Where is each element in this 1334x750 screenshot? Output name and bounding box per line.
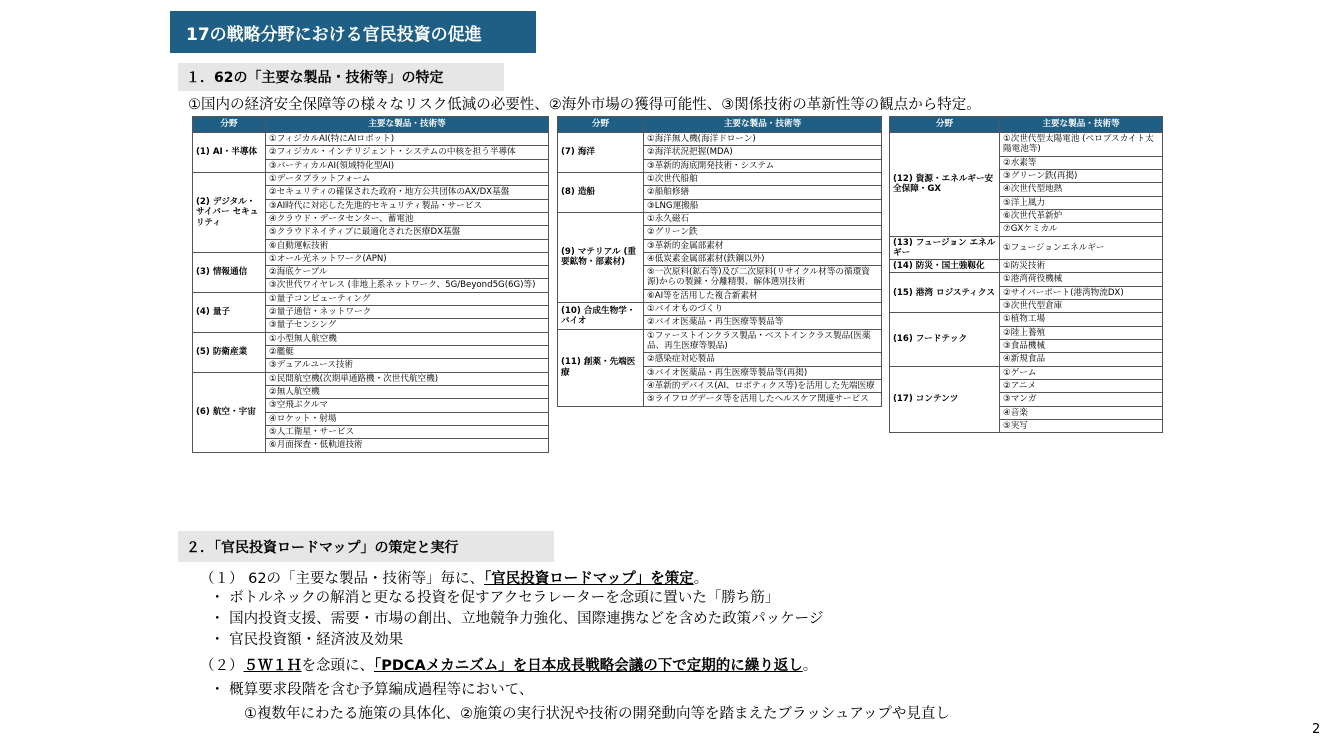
field-cell: (2) デジタル・サイバー セキュリティ (193, 172, 266, 252)
roadmap-line (200, 567, 708, 588)
product-cell: ②フィジカル・インテリジェント・システムの中核を担う半導体 (266, 146, 549, 159)
table-header-field: 分野 (890, 117, 1000, 133)
product-cell: ③革新的金属部素材 (644, 239, 882, 252)
product-cell: ①バイオものづくり (644, 303, 882, 316)
roadmap-line-suffix: 。 (693, 571, 709, 587)
product-cell: ①次世代船舶 (644, 172, 882, 185)
product-cell: ⑥AI等を活用した複合新素材 (644, 289, 882, 302)
product-cell: ②感染症対応製品 (644, 353, 882, 366)
product-cell: ②艦艇 (266, 346, 549, 359)
product-cell: ①港湾荷役機械 (1000, 273, 1163, 286)
product-cell: ③次世代ワイヤレス (非地上系ネットワーク、5G/Beyond5G(6G)等) (266, 279, 549, 292)
product-cell: ④音楽 (1000, 406, 1163, 419)
field-cell: (16) フードテック (890, 313, 1000, 366)
product-cell: ①次世代型太陽電池 (ペロブスカイト太陽電池等) (1000, 133, 1163, 157)
product-cell: ②アニメ (1000, 379, 1163, 392)
field-cell: (17) コンテンツ (890, 366, 1000, 433)
product-cell: ③LNG運搬船 (644, 199, 882, 212)
table-header-products: 主要な製品・技術等 (1000, 117, 1163, 133)
product-cell: ③次世代型倉庫 (1000, 300, 1163, 313)
product-cell: ①植物工場 (1000, 313, 1163, 326)
field-cell: (4) 量子 (193, 292, 266, 332)
product-cell: ⑥自動運転技術 (266, 239, 549, 252)
product-cell: ④低炭素金属部素材(鉄鋼以外) (644, 252, 882, 265)
product-cell: ③グリーン鉄(再掲) (1000, 169, 1163, 182)
roadmap-line-prefix: （１） 62の「主要な製品・技術等」毎に、 (200, 571, 485, 587)
product-cell: ③バーティカルAI(領域特化型AI) (266, 159, 549, 172)
product-cell: ⑥月面探査・低軌道技術 (266, 439, 549, 452)
pdca-line-bold: ５Ｗ１Ｈ (243, 658, 302, 674)
field-cell: (7) 海洋 (558, 133, 644, 173)
table-row (193, 372, 549, 385)
bullet-item: ・ 官民投資額・経済波及効果 (210, 632, 404, 648)
product-cell: ⑤一次原料(鉱石等)及び二次原料(リサイクル材等の循環資源)からの製錬・分離精製、解体選別技術 (644, 266, 882, 290)
product-cell: ②量子通信・ネットワーク (266, 306, 549, 319)
product-cell: ③バイオ医薬品・再生医療等製品等(再掲) (644, 366, 882, 379)
product-cell: ①データプラットフォーム (266, 172, 549, 185)
product-cell: ③量子センシング (266, 319, 549, 332)
product-cell: ③食品機械 (1000, 340, 1163, 353)
table-row (193, 332, 549, 345)
products-table-3 (889, 116, 1163, 433)
field-cell: (14) 防災・国土強靱化 (890, 260, 1000, 273)
product-cell: ⑤ライフログデータ等を活用したヘルスケア関連サービス (644, 393, 882, 406)
table-row (890, 260, 1163, 273)
field-cell: (8) 造船 (558, 172, 644, 212)
table-row (558, 212, 882, 225)
table-row (193, 292, 549, 305)
pdca-line (200, 654, 817, 675)
table-row (558, 329, 882, 353)
product-cell: ②海洋状況把握(MDA) (644, 146, 882, 159)
product-cell: ①ゲーム (1000, 366, 1163, 379)
table-header-products: 主要な製品・技術等 (266, 117, 549, 133)
product-cell: ③AI時代に対応した先進的セキュリティ製品・サービス (266, 199, 549, 212)
product-cell: ④クラウド・データセンター、蓄電池 (266, 212, 549, 225)
product-cell: ①オール光ネットワーク(APN) (266, 252, 549, 265)
product-cell: ①フュージョンエネルギー (1000, 236, 1163, 260)
bullet-text: ボトルネックの解消と更なる投資を促すアクセラレーターを念頭に置いた「勝ち筋」 (229, 590, 780, 606)
product-cell: ②セキュリティの確保された政府・地方公共団体のAX/DX基盤 (266, 186, 549, 199)
roadmap-line-emphasis: 「官民投資ロードマップ」を策定 (484, 571, 694, 587)
table-row (890, 366, 1163, 379)
product-cell: ②海底ケーブル (266, 266, 549, 279)
table-row (558, 303, 882, 316)
product-cell: ⑤クラウドネイティブに最適化された医療DX基盤 (266, 226, 549, 239)
product-cell: ②サイバーポート(港湾物流DX) (1000, 286, 1163, 299)
field-cell: (12) 資源・エネルギー安全保障・GX (890, 133, 1000, 237)
table-row (193, 172, 549, 185)
product-cell: ④新規食品 (1000, 353, 1163, 366)
field-cell: (5) 防衛産業 (193, 332, 266, 372)
table-row (890, 133, 1163, 157)
table-row (558, 133, 882, 146)
table-row (890, 313, 1163, 326)
product-cell: ⑤洋上風力 (1000, 196, 1163, 209)
bullet-item: ・ ボトルネックの解消と更なる投資を促すアクセラレーターを念頭に置いた「勝ち筋」 (210, 590, 780, 606)
table-header-field: 分野 (193, 117, 266, 133)
product-cell: ②陸上養殖 (1000, 326, 1163, 339)
field-cell: (10) 合成生物学・バイオ (558, 303, 644, 330)
field-cell: (13) フュージョン エネルギー (890, 236, 1000, 260)
bullet-item: ・ 国内投資支援、需要・市場の創出、立地競争力強化、国際連携などを含めた政策パッケージ (210, 611, 824, 627)
field-cell: (6) 航空・宇宙 (193, 372, 266, 452)
pdca-line-prefix: （２） (200, 658, 244, 674)
product-cell: ④ロケット・射場 (266, 412, 549, 425)
product-cell: ②グリーン鉄 (644, 226, 882, 239)
product-cell: ⑤実写 (1000, 419, 1163, 432)
pdca-line-emphasis: 「PDCAメカニズム」を日本成長戦略会議の下で定期的に繰り返し (374, 658, 803, 674)
section2-heading: ２．「官民投資ロードマップ」の策定と実行 (178, 531, 554, 562)
product-cell: ①ファーストインクラス製品・ベストインクラス製品(医薬品、再生医療等製品) (644, 329, 882, 353)
product-cell: ⑦GXケミカル (1000, 223, 1163, 236)
product-cell: ②無人航空機 (266, 385, 549, 398)
product-cell: ④次世代型地熱 (1000, 183, 1163, 196)
product-cell: ③デュアルユース技術 (266, 359, 549, 372)
product-cell: ④革新的デバイス(AI、ロボティクス等)を活用した先端医療 (644, 379, 882, 392)
product-cell: ②船舶修繕 (644, 186, 882, 199)
bullet-text: 概算要求段階を含む予算編成過程等において、 (229, 682, 534, 698)
product-cell: ③空飛ぶクルマ (266, 399, 549, 412)
bullet-item: ・ 概算要求段階を含む予算編成過程等において、 (210, 682, 534, 698)
product-cell: ①防災技術 (1000, 260, 1163, 273)
product-cell: ①民間航空機(次期単通路機・次世代航空機) (266, 372, 549, 385)
product-cell: ①海洋無人機(海洋ドローン) (644, 133, 882, 146)
table-row (193, 133, 549, 146)
product-cell: ②バイオ医薬品・再生医療等製品等 (644, 316, 882, 329)
product-cell: ②水素等 (1000, 156, 1163, 169)
field-cell: (9) マテリアル (重要鉱物・部素材) (558, 212, 644, 302)
table-row (193, 252, 549, 265)
page-title: 17の戦略分野における官民投資の促進 (170, 11, 536, 53)
bullet-text: 官民投資額・経済波及効果 (229, 632, 404, 648)
product-cell: ①量子コンピューティング (266, 292, 549, 305)
products-table-1 (192, 116, 549, 453)
product-cell: ⑤人工衛星・サービス (266, 425, 549, 438)
product-cell: ①永久磁石 (644, 212, 882, 225)
field-cell: (11) 創薬・先端医療 (558, 329, 644, 406)
table-header-products: 主要な製品・技術等 (644, 117, 882, 133)
section1-heading: １．62の「主要な製品・技術等」の特定 (178, 63, 504, 91)
pdca-line-suffix: 。 (802, 658, 818, 674)
product-cell: ③マンガ (1000, 393, 1163, 406)
measures-line: ①複数年にわたる施策の具体化、②施策の実行状況や技術の開発動向等を踏まえたブラッシュアップや見直し (244, 706, 950, 722)
products-table-2 (557, 116, 882, 407)
table-row (890, 236, 1163, 260)
table-header-field: 分野 (558, 117, 644, 133)
product-cell: ③革新的海底開発技術・システム (644, 159, 882, 172)
field-cell: (1) AI・半導体 (193, 133, 266, 173)
product-cell: ①小型無人航空機 (266, 332, 549, 345)
table-row (558, 172, 882, 185)
bullet-text: 国内投資支援、需要・市場の創出、立地競争力強化、国際連携などを含めた政策パッケージ (229, 611, 824, 627)
field-cell: (3) 情報通信 (193, 252, 266, 292)
product-cell: ⑥次世代革新炉 (1000, 209, 1163, 222)
field-cell: (15) 港湾 ロジスティクス (890, 273, 1000, 313)
pdca-line-mid: を念頭に、 (301, 658, 374, 674)
product-cell: ①フィジカルAI(特にAIロボット) (266, 133, 549, 146)
table-row (890, 273, 1163, 286)
page-number: 2 (1312, 722, 1321, 737)
section1-intro: ①国内の経済安全保障等の様々なリスク低減の必要性、②海外市場の獲得可能性、③関係技術の革新性等の観点から特定。 (188, 97, 981, 113)
